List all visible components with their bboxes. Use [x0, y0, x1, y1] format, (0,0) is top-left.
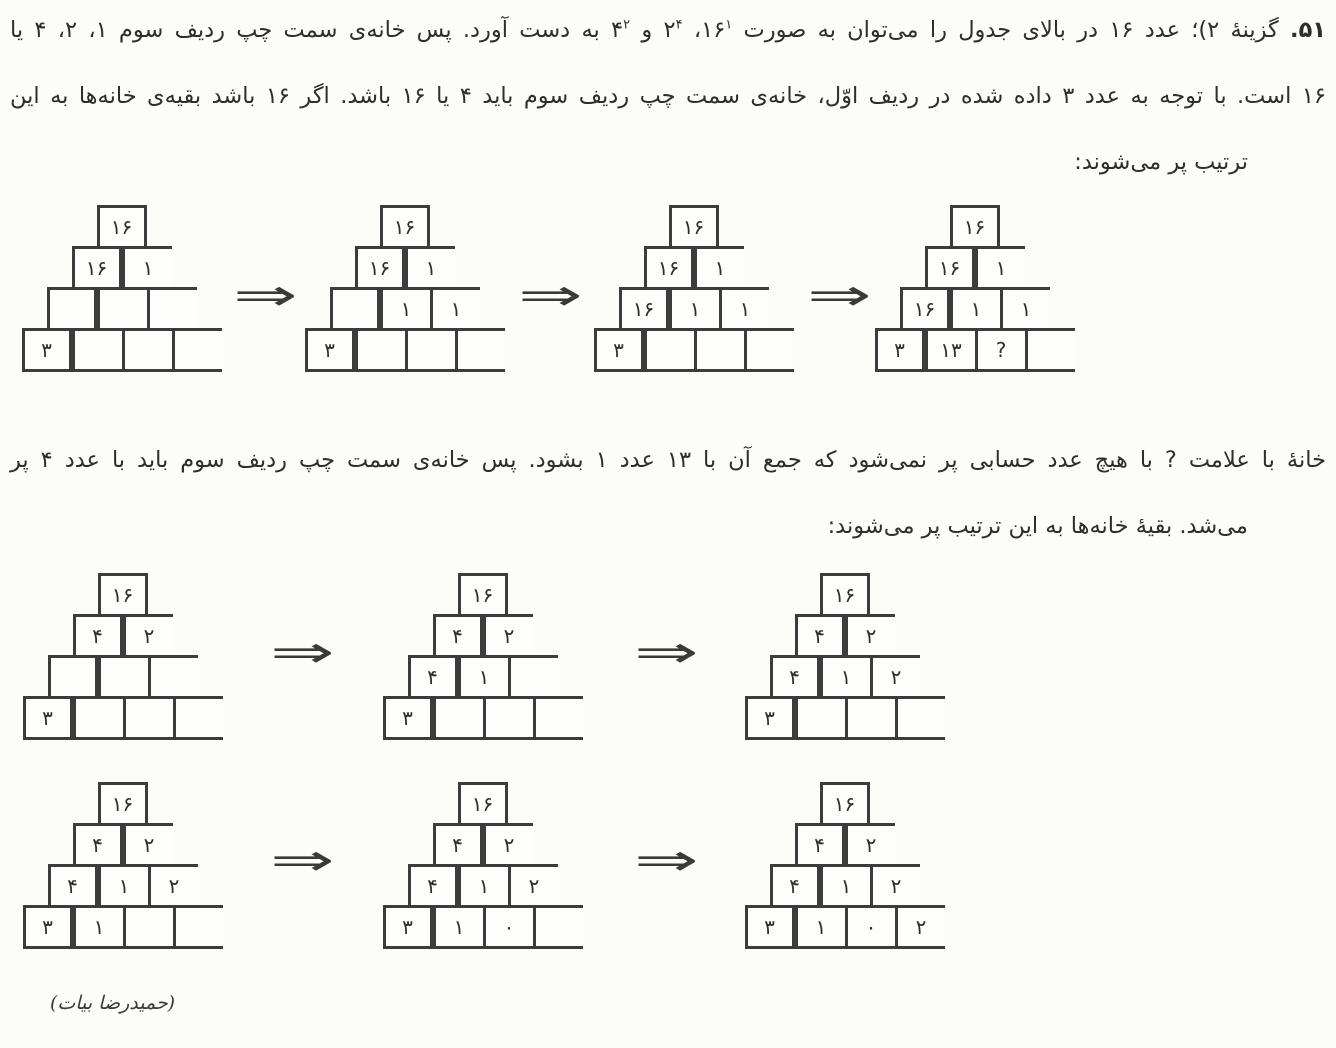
line1-intro: گزینهٔ ۲)؛ عدد ۱۶ در بالای جدول را می‌توان به صورت [732, 17, 1290, 43]
pyramid-cell-filled: ۱ [694, 246, 744, 290]
pyramid-cell-filled: ۱ [122, 246, 172, 290]
pyramid-3-1 [21, 782, 224, 949]
problem-number: ۵۱. [1290, 17, 1327, 43]
pyramid-row [21, 905, 224, 949]
pyramid-cell-filled: ۴ [48, 864, 98, 908]
pyramid-cell-empty [895, 696, 945, 740]
pyramid-cell-filled: ۲ [895, 905, 945, 949]
pyramid-cell-empty [508, 655, 558, 699]
pyramid-cell-filled: ۱ [795, 905, 845, 949]
pyramid-cell-filled: ۲ [870, 655, 920, 699]
power3-base: ۴ [611, 17, 624, 43]
text-line-5: می‌شد. بقیهٔ خانه‌ها به این ترتیب پر می‌شوند: [827, 513, 1248, 539]
line1-rest: به دست آورد. پس خانه‌ی سمت چپ ردیف سوم ۱، ۲، ۴ یا [10, 17, 600, 43]
pyramid-row [873, 287, 1076, 331]
pyramid-cell-empty [644, 328, 694, 372]
pyramid-cell-empty [47, 287, 97, 331]
pyramid-cell-empty [123, 696, 173, 740]
pyramid-cell-filled: ۴ [433, 614, 483, 658]
pyramid-1-1 [20, 205, 223, 372]
pyramid-cell-empty [533, 696, 583, 740]
pyramid-row [20, 246, 223, 290]
pyramid-row [743, 655, 946, 699]
pyramid-cell-filled: ۱۶ [97, 205, 147, 249]
pyramid-cell-filled: ۲ [870, 864, 920, 908]
pyramid-cell-empty [533, 905, 583, 949]
pyramid-cell-filled: ۲ [123, 614, 173, 658]
power-2-4 [664, 17, 683, 43]
scan-edge-artifact [1310, 0, 1336, 1048]
pyramid-cell-empty [173, 905, 223, 949]
pyramid-cell-filled: ۴ [408, 655, 458, 699]
pyramid-cell-filled: ۰ [845, 905, 895, 949]
pyramid-cell-filled: ۱۶ [820, 573, 870, 617]
pyramid-cell-empty [694, 328, 744, 372]
power3-exponent: ۲ [623, 17, 631, 33]
pyramid-3-2 [381, 782, 584, 949]
pyramid-cell-filled: ۱۶ [380, 205, 430, 249]
pyramid-cell-filled: ۴ [770, 864, 820, 908]
pyramid-row [592, 328, 795, 372]
pyramid-row [381, 614, 584, 658]
pyramid-cell-filled: ۴ [433, 823, 483, 867]
pyramid-row [743, 696, 946, 740]
pyramid-row [381, 696, 584, 740]
pyramid-row [592, 205, 795, 249]
pyramid-cell-empty [845, 696, 895, 740]
pyramid-cell-filled: ۱۶ [98, 573, 148, 617]
pyramid-cell-filled: ۴ [408, 864, 458, 908]
author-attribution: (حمیدرضا بیات) [50, 992, 176, 1014]
pyramid-row [21, 823, 224, 867]
pyramid-row [21, 655, 224, 699]
pyramid-row [21, 573, 224, 617]
pyramid-row [303, 287, 506, 331]
pyramid-cell-filled: ۱ [458, 655, 508, 699]
pyramid-cell-filled: ۳ [383, 696, 433, 740]
pyramid-cell-filled: ۰ [483, 905, 533, 949]
pyramid-cell-filled: ۱۶ [458, 782, 508, 826]
pyramid-cell-empty [98, 655, 148, 699]
pyramid-row [873, 246, 1076, 290]
pyramid-cell-filled: ۱ [669, 287, 719, 331]
power1-base: ۱۶ [701, 17, 726, 43]
pyramid-cell-empty [72, 328, 122, 372]
pyramid-cell-empty [483, 696, 533, 740]
pyramid-cell-filled: ۱۳ [925, 328, 975, 372]
pyramid-cell-filled: ۱۶ [669, 205, 719, 249]
pyramid-cell-empty [173, 696, 223, 740]
pyramid-cell-filled: ۱۶ [458, 573, 508, 617]
pyramid-row [743, 614, 946, 658]
pyramid-row [381, 864, 584, 908]
pyramid-cell-filled: ۱۶ [72, 246, 122, 290]
pyramid-cell-filled: ۱۶ [950, 205, 1000, 249]
pyramid-cell-filled: ۴ [795, 614, 845, 658]
pyramid-row [743, 782, 946, 826]
solution-paragraph-2 [0, 427, 1336, 559]
pyramid-row [592, 287, 795, 331]
pyramid-row [381, 573, 584, 617]
pyramid-row [303, 328, 506, 372]
power3-suffix [600, 17, 611, 43]
pyramid-cell-filled: ۲ [483, 614, 533, 658]
implies-arrow: ⇒ [269, 834, 335, 886]
pyramid-cell-filled: ۳ [23, 905, 73, 949]
power1-suffix: ، [682, 17, 702, 43]
pyramid-row [21, 864, 224, 908]
pyramid-row [381, 655, 584, 699]
pyramid-cell-empty [433, 696, 483, 740]
pyramid-cell-filled: ۱۶ [98, 782, 148, 826]
pyramid-cell-filled: ۳ [594, 328, 644, 372]
pyramid-cell-empty [355, 328, 405, 372]
pyramid-cell-filled: ۱ [820, 864, 870, 908]
pyramid-cell-filled: ۳ [23, 696, 73, 740]
pyramid-row [21, 696, 224, 740]
power-16-1 [701, 17, 732, 43]
pyramid-cell-filled: ۱۶ [355, 246, 405, 290]
pyramid-cell-empty [147, 287, 197, 331]
pyramid-cell-filled: ۱ [820, 655, 870, 699]
pyramid-cell-empty [1025, 328, 1075, 372]
power2-base: ۲ [663, 17, 676, 43]
pyramid-cell-filled: ۱ [405, 246, 455, 290]
pyramid-row [743, 905, 946, 949]
implies-arrow: ⇒ [232, 269, 298, 321]
pyramid-2-2 [381, 573, 584, 740]
pyramid-cell-empty [123, 905, 173, 949]
pyramid-row [743, 823, 946, 867]
pyramid-cell-filled: ? [975, 328, 1025, 372]
pyramid-row [303, 205, 506, 249]
pyramid-row [303, 246, 506, 290]
pyramid-cell-filled: ۴ [73, 614, 123, 658]
power1-exponent: ۱ [725, 17, 733, 33]
pyramid-cell-filled: ۱۶ [619, 287, 669, 331]
pyramid-cell-filled: ۳ [22, 328, 72, 372]
pyramid-row [743, 864, 946, 908]
pyramid-row [743, 573, 946, 617]
pyramid-cell-filled: ۲ [845, 614, 895, 658]
pyramid-cell-filled: ۱ [719, 287, 769, 331]
pyramid-3-3 [743, 782, 946, 949]
pyramid-row [21, 614, 224, 658]
pyramid-cell-filled: ۱ [73, 905, 123, 949]
implies-arrow: ⇒ [633, 834, 699, 886]
pyramid-cell-filled: ۲ [508, 864, 558, 908]
pyramid-cell-filled: ۱ [98, 864, 148, 908]
text-line-4: خانهٔ با علامت ? با هیچ عدد حسابی پر نمی‌شود که جمع آن با ۱۳ عدد ۱ بشود. پس خانه‌ی سمت چپ ردیف سوم باید با عدد ۴ پر [10, 447, 1326, 473]
implies-arrow: ⇒ [269, 626, 335, 678]
pyramid-cell-filled: ۱ [1000, 287, 1050, 331]
pyramid-cell-empty [795, 696, 845, 740]
pyramid-2-3 [743, 573, 946, 740]
pyramid-row [873, 205, 1076, 249]
pyramid-1-2 [303, 205, 506, 372]
pyramid-cell-filled: ۱ [433, 905, 483, 949]
pyramid-cell-filled: ۱۶ [925, 246, 975, 290]
text-line-1 [10, 0, 1326, 63]
pyramid-cell-empty [172, 328, 222, 372]
pyramid-cell-filled: ۴ [73, 823, 123, 867]
pyramid-1-3 [592, 205, 795, 372]
power2-exponent: ۴ [675, 17, 683, 33]
text-line-2: ۱۶ است. با توجه به عدد ۳ داده شده در ردیف اوّل، خانه‌ی سمت چپ ردیف سوم باید ۴ یا ۱۶ باشد. اگر ۱۶ باشد بقیه‌ی خانه‌ها به این [10, 83, 1326, 109]
pyramid-cell-filled: ۲ [148, 864, 198, 908]
pyramid-cell-empty [122, 328, 172, 372]
pyramid-cell-filled: ۱۶ [644, 246, 694, 290]
pyramid-cell-filled: ۳ [305, 328, 355, 372]
pyramid-cell-empty [405, 328, 455, 372]
pyramid-cell-filled: ۲ [483, 823, 533, 867]
pyramid-1-4 [873, 205, 1076, 372]
pyramid-cell-filled: ۱ [430, 287, 480, 331]
solution-paragraph-1 [0, 0, 1336, 195]
pyramid-cell-empty [455, 328, 505, 372]
pyramid-cell-filled: ۱ [458, 864, 508, 908]
pyramid-cell-filled: ۱۶ [900, 287, 950, 331]
pyramid-cell-empty [744, 328, 794, 372]
pyramid-cell-filled: ۱ [380, 287, 430, 331]
pyramid-row [592, 246, 795, 290]
implies-arrow: ⇒ [806, 269, 872, 321]
pyramid-cell-empty [330, 287, 380, 331]
pyramid-cell-filled: ۳ [875, 328, 925, 372]
pyramid-row [381, 905, 584, 949]
pyramid-cell-empty [73, 696, 123, 740]
pyramid-row [381, 782, 584, 826]
pyramid-row [20, 328, 223, 372]
pyramid-cell-filled: ۱ [975, 246, 1025, 290]
pyramid-cell-filled: ۱۶ [820, 782, 870, 826]
pyramid-cell-filled: ۳ [383, 905, 433, 949]
pyramid-cell-filled: ۳ [745, 905, 795, 949]
pyramid-row [381, 823, 584, 867]
pyramid-cell-filled: ۲ [845, 823, 895, 867]
pyramid-row [21, 782, 224, 826]
power-4-2 [611, 17, 630, 43]
power2-suffix: و [630, 17, 664, 43]
pyramid-cell-filled: ۳ [745, 696, 795, 740]
pyramid-cell-filled: ۱ [950, 287, 1000, 331]
pyramid-row [873, 328, 1076, 372]
pyramid-row [20, 205, 223, 249]
text-line-3: ترتیب پر می‌شوند: [1074, 149, 1248, 175]
pyramid-cell-empty [48, 655, 98, 699]
pyramid-cell-filled: ۲ [123, 823, 173, 867]
pyramid-2-1 [21, 573, 224, 740]
implies-arrow: ⇒ [517, 269, 583, 321]
pyramid-cell-filled: ۴ [795, 823, 845, 867]
pyramid-cell-empty [97, 287, 147, 331]
pyramid-row [20, 287, 223, 331]
implies-arrow: ⇒ [633, 626, 699, 678]
pyramid-cell-filled: ۴ [770, 655, 820, 699]
pyramid-cell-empty [148, 655, 198, 699]
